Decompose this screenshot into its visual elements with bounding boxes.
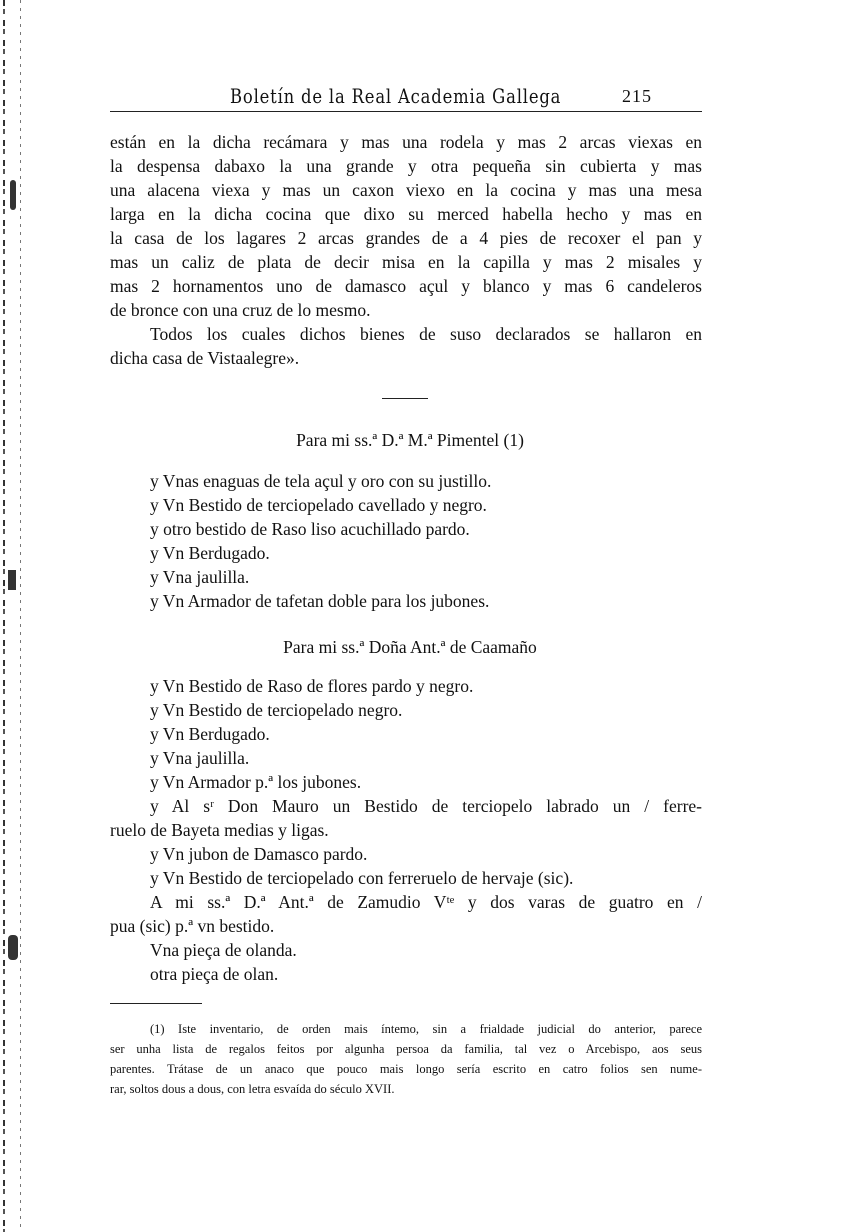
list-item: y otro bestido de Raso liso acuchillado pardo.: [150, 519, 470, 539]
inventory-list-2: [110, 674, 702, 986]
footnote: [110, 1019, 702, 1099]
section-heading: Para mi ss.ª Doña Ant.ª de Caamaño: [283, 637, 537, 657]
list-item: y Vn Armador p.ª los jubones.: [150, 772, 362, 792]
inventory-list-1: [150, 469, 702, 613]
text-line: mas un caliz de plata de decir misa en la capilla y mas 2 misales y: [110, 252, 702, 272]
list-item: y Al sʳ Don Mauro un Bestido de terciopelo labrado un / ferre-: [150, 796, 702, 816]
body-text: [110, 130, 702, 370]
list-item: y Vnas enaguas de tela açul y oro con su justillo.: [150, 471, 492, 491]
text-line: están en la dicha recámara y mas una rodela y mas 2 arcas viexas en: [110, 132, 702, 152]
text-line: de bronce con una cruz de lo mesmo.: [110, 300, 371, 320]
text-line: Todos los cuales dichos bienes de suso declarados se hallaron en: [150, 324, 702, 344]
footnote-line: rar, soltos dous a dous, con letra esvaída do século XVII.: [110, 1082, 395, 1096]
list-item: y Vn Bestido de Raso de flores pardo y negro.: [150, 676, 474, 696]
list-item: Vna pieça de olanda.: [150, 940, 297, 960]
list-item: ruelo de Bayeta medias y ligas.: [110, 820, 329, 840]
list-item: A mi ss.ª D.ª Ant.ª de Zamudio Vᵗᵉ y dos varas de guatro en /: [150, 892, 702, 912]
journal-title: Boletín de la Real Academia Gallega: [230, 84, 562, 108]
running-header: [110, 84, 702, 108]
list-item: y Vn Berdugado.: [150, 724, 270, 744]
section-separator: [382, 398, 428, 399]
list-item: y Vn Bestido de terciopelado cavellado y negro.: [150, 495, 487, 515]
footnote-line: ser unha lista de regalos feitos por algunha persoa da familia, tal vez o Arcebispo, aos seus: [110, 1042, 702, 1056]
text-line: la despensa dabaxo la una grande y otra pequeña sin cubierta y mas: [110, 156, 702, 176]
scan-binding-edge: [0, 0, 30, 1232]
footnote-rule: [110, 1003, 202, 1004]
list-item: y Vn Armador de tafetan doble para los jubones.: [150, 591, 490, 611]
text-line: dicha casa de Vistaalegre».: [110, 348, 300, 368]
list-item: y Vn Bestido de terciopelado negro.: [150, 700, 403, 720]
page-number: 215: [622, 86, 652, 106]
text-line: mas 2 hornamentos uno de damasco açul y blanco y mas 6 candeleros: [110, 276, 702, 296]
list-item: y Vn jubon de Damasco pardo.: [150, 844, 368, 864]
text-line: la casa de los lagares 2 arcas grandes de a 4 pies de recoxer el pan y: [110, 228, 702, 248]
text-line: larga en la dicha cocina que dixo su merced habella hecho y mas en: [110, 204, 702, 224]
list-item: otra pieça de olan.: [150, 964, 279, 984]
list-item: y Vn Berdugado.: [150, 543, 270, 563]
section-heading: Para mi ss.ª D.ª M.ª Pimentel (1): [296, 430, 524, 450]
text-line: una alacena viexa y mas un caxon viexo en la cocina y mas una mesa: [110, 180, 702, 200]
footnote-line: (1) Iste inventario, de orden mais íntemo, sin a frialdade judicial do anterior, parece: [150, 1022, 702, 1036]
list-item: y Vna jaulilla.: [150, 567, 250, 587]
footnote-line: parentes. Trátase de un anaco que pouco mais longo sería escrito en catro folios sen nume-: [110, 1062, 702, 1076]
header-rule: [110, 111, 702, 112]
list-item: y Vn Bestido de terciopelado con ferreruelo de hervaje (sic).: [150, 868, 574, 888]
list-item: y Vna jaulilla.: [150, 748, 250, 768]
list-item: pua (sic) p.ª vn bestido.: [110, 916, 275, 936]
